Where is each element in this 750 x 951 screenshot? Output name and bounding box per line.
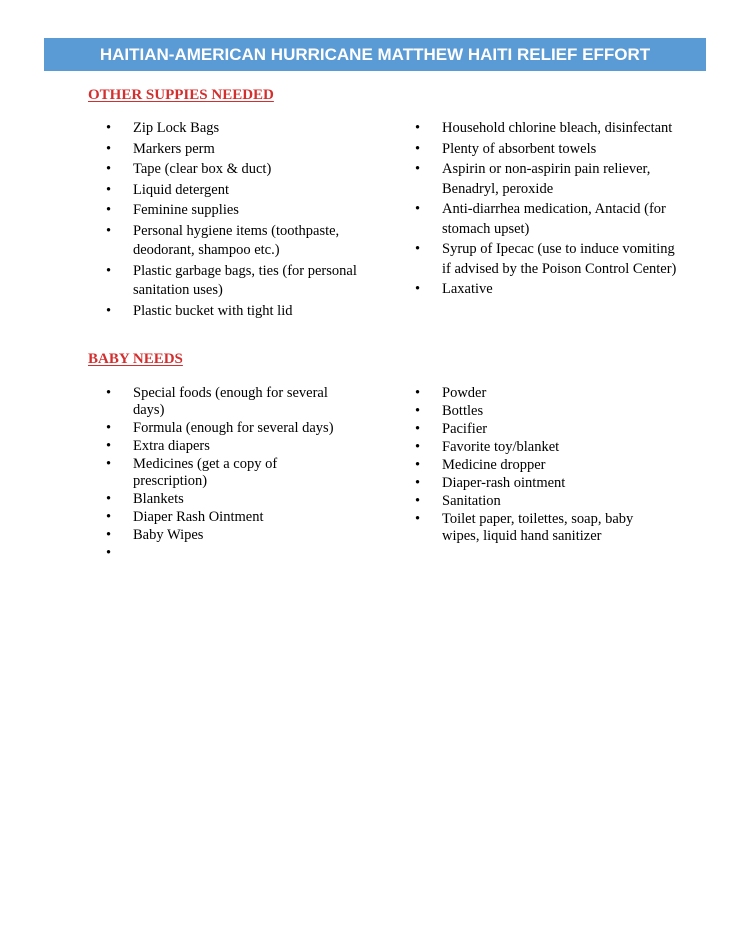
bullet-icon: • bbox=[106, 385, 112, 401]
list-item bbox=[415, 160, 685, 199]
list-item bbox=[415, 511, 665, 545]
bullet-icon: • bbox=[106, 202, 112, 218]
bullet-icon: • bbox=[415, 241, 421, 257]
list-item bbox=[106, 222, 366, 261]
bullet-icon: • bbox=[415, 161, 421, 177]
list-item-text: Feminine supplies bbox=[133, 202, 239, 218]
list-item bbox=[106, 527, 351, 544]
list-item-text: Baby Wipes bbox=[133, 527, 204, 543]
list-item bbox=[415, 475, 665, 492]
bullet-icon: • bbox=[415, 403, 421, 419]
list-item-text: Special foods (enough for several days) bbox=[133, 385, 328, 418]
list-item-text: Anti-diarrhea medication, Antacid (for stomach upset) bbox=[442, 201, 666, 237]
list-item bbox=[106, 140, 366, 160]
list-item bbox=[415, 240, 685, 279]
bullet-icon: • bbox=[106, 161, 112, 177]
list-item bbox=[415, 119, 685, 139]
list-item-text: Household chlorine bleach, disinfectant bbox=[442, 120, 673, 136]
bullet-icon: • bbox=[415, 457, 421, 473]
list-item-text: Aspirin or non-aspirin pain reliever, Benadryl, peroxide bbox=[442, 161, 651, 197]
list-item-text: Liquid detergent bbox=[133, 181, 229, 198]
bullet-icon: • bbox=[106, 527, 112, 543]
list-item-text: Sanitation bbox=[442, 493, 501, 509]
list-item-text: Zip Lock Bags bbox=[133, 120, 220, 136]
section-heading-other-supplies: OTHER SUPPIES NEEDED bbox=[88, 87, 274, 103]
list-item-text: Personal hygiene items (toothpaste, deodorant, shampoo etc.) bbox=[133, 222, 340, 258]
list-item bbox=[415, 421, 665, 438]
list-item bbox=[106, 438, 351, 455]
list-item bbox=[106, 420, 351, 437]
bullet-icon: • bbox=[106, 302, 112, 319]
bullet-icon: • bbox=[415, 475, 421, 491]
bullet-icon: • bbox=[415, 493, 421, 509]
list-item-text: Tape (clear box & duct) bbox=[133, 161, 272, 177]
bullet-icon: • bbox=[106, 491, 112, 507]
list-item bbox=[106, 201, 366, 221]
list-item-text: Diaper Rash Ointment bbox=[133, 509, 264, 525]
list-item bbox=[415, 439, 665, 456]
list-item-text: Pacifier bbox=[442, 421, 488, 437]
list-item bbox=[415, 140, 685, 160]
list-item bbox=[106, 119, 366, 139]
list-item-text: Diaper-rash ointment bbox=[442, 475, 566, 491]
list-item bbox=[106, 160, 366, 180]
bullet-icon: • bbox=[106, 545, 112, 561]
list-item-text: Powder bbox=[442, 385, 487, 401]
bullet-icon: • bbox=[106, 181, 112, 198]
bullet-icon: • bbox=[106, 222, 112, 239]
list-item bbox=[106, 456, 351, 490]
list-item-text: Medicines (get a copy of prescription) bbox=[133, 456, 278, 489]
bullet-icon: • bbox=[415, 385, 421, 401]
bullet-icon: • bbox=[415, 439, 421, 455]
list-item-text: Formula (enough for several days) bbox=[133, 420, 334, 436]
list-item-empty bbox=[106, 545, 351, 562]
list-item-text: Laxative bbox=[442, 281, 493, 297]
bullet-icon: • bbox=[106, 456, 112, 472]
list-item-text: Favorite toy/blanket bbox=[442, 439, 560, 455]
list-item bbox=[415, 280, 685, 300]
bullet-icon: • bbox=[106, 438, 112, 454]
bullet-icon: • bbox=[415, 120, 421, 136]
bullet-icon: • bbox=[415, 511, 421, 527]
list-item bbox=[415, 385, 665, 402]
list-item-text: Markers perm bbox=[133, 140, 215, 157]
bullet-icon: • bbox=[106, 509, 112, 525]
baby-needs-list-right bbox=[415, 385, 665, 546]
bullet-icon: • bbox=[106, 420, 112, 436]
other-supplies-list-left bbox=[106, 119, 366, 322]
bullet-icon: • bbox=[106, 140, 112, 157]
other-supplies-list-right bbox=[415, 119, 685, 301]
bullet-icon: • bbox=[415, 140, 421, 157]
list-item bbox=[415, 457, 665, 474]
list-item bbox=[106, 262, 366, 301]
list-item bbox=[106, 509, 351, 526]
list-item-text: Medicine dropper bbox=[442, 457, 546, 473]
list-item-text: Blankets bbox=[133, 491, 184, 507]
list-item bbox=[415, 493, 665, 510]
baby-needs-list-left bbox=[106, 385, 351, 563]
list-item-text bbox=[133, 545, 137, 561]
section-heading-baby-needs: BABY NEEDS bbox=[88, 351, 183, 367]
list-item-text: Bottles bbox=[442, 403, 484, 419]
list-item bbox=[106, 385, 351, 419]
list-item bbox=[415, 403, 665, 420]
list-item-text: Extra diapers bbox=[133, 438, 210, 454]
bullet-icon: • bbox=[106, 120, 112, 136]
bullet-icon: • bbox=[106, 262, 112, 279]
bullet-icon: • bbox=[415, 281, 421, 297]
bullet-icon: • bbox=[415, 421, 421, 437]
page-banner-title: HAITIAN-AMERICAN HURRICANE MATTHEW HAITI RELIEF EFFORT bbox=[44, 38, 706, 71]
list-item-text: Plastic garbage bags, ties (for personal sanitation uses) bbox=[133, 262, 357, 298]
list-item bbox=[415, 200, 685, 239]
list-item bbox=[106, 302, 366, 322]
list-item bbox=[106, 491, 351, 508]
list-item-text: Plastic bucket with tight lid bbox=[133, 302, 293, 319]
list-item bbox=[106, 181, 366, 201]
list-item-text: Toilet paper, toilettes, soap, baby wipes, liquid hand sanitizer bbox=[442, 511, 634, 544]
list-item-text: Syrup of Ipecac (use to induce vomiting if advised by the Poison Control Center) bbox=[442, 241, 677, 277]
bullet-icon: • bbox=[415, 201, 421, 217]
list-item-text: Plenty of absorbent towels bbox=[442, 140, 597, 157]
